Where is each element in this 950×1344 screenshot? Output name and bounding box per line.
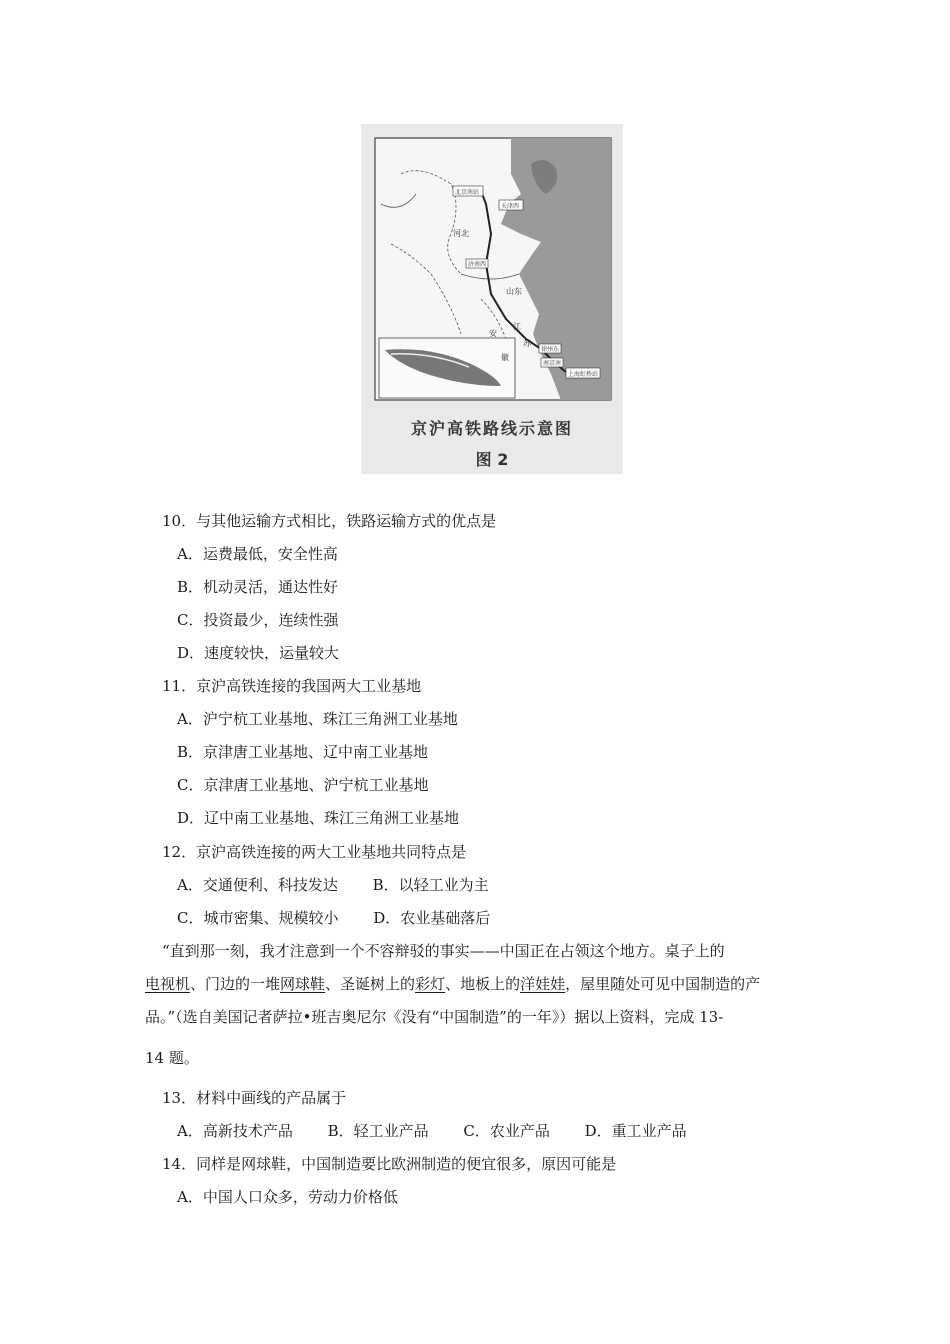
label-tianjin-west: 天津西 bbox=[501, 203, 520, 210]
passage-text: 、地板上的 bbox=[445, 975, 521, 993]
underlined-tv: 电视机 bbox=[145, 975, 191, 993]
question-10-stem: 10．与其他运输方式相比，铁路运输方式的优点是 bbox=[162, 512, 497, 530]
question-11-option-c: C．京津唐工业基地、沪宁杭工业基地 bbox=[177, 776, 429, 794]
rail-map bbox=[361, 124, 623, 414]
rail-map-figure bbox=[361, 124, 623, 474]
label-hebei: 河北 bbox=[453, 229, 469, 238]
question-11-option-a: A．沪宁杭工业基地、珠江三角洲工业基地 bbox=[177, 710, 458, 728]
underlined-lights: 彩灯 bbox=[415, 975, 446, 993]
label-shandong: 山东 bbox=[506, 287, 522, 296]
question-11-option-b: B．京津唐工业基地、辽中南工业基地 bbox=[177, 743, 429, 761]
question-12-stem: 12．京沪高铁连接的两大工业基地共同特点是 bbox=[162, 843, 467, 861]
passage-line-3: 品。”（选自美国记者萨拉•班吉奥尼尔《没有“中国制造”的一年》）据以上资料，完成 13- bbox=[145, 1008, 724, 1026]
question-14-stem: 14．同样是网球鞋，中国制造要比欧洲制造的便宜很多，原因可能是 bbox=[162, 1155, 617, 1173]
question-13-stem: 13．材料中画线的产品属于 bbox=[162, 1089, 347, 1107]
label-su: 苏 bbox=[523, 339, 531, 348]
label-an: 安 bbox=[489, 329, 497, 338]
underlined-tennis-shoes: 网球鞋 bbox=[280, 975, 326, 993]
question-13-options: A．高新技术产品 B．轻工业产品 C．农业产品 D．重工业产品 bbox=[177, 1122, 687, 1140]
label-shanghai: 上海虹桥站 bbox=[568, 371, 599, 378]
question-10-option-c: C．投资最少，连续性强 bbox=[177, 611, 339, 629]
question-12-options-row-2: C．城市密集、规模较小 D．农业基础落后 bbox=[177, 909, 491, 927]
question-10-option-d: D．速度较快，运量较大 bbox=[177, 644, 340, 662]
passage-text: ，屋里随处可见中国制造的产 bbox=[565, 975, 761, 993]
figure-title: 京沪高铁路线示意图 bbox=[410, 419, 573, 438]
label-xuzhou: 徐州东 bbox=[541, 346, 560, 353]
question-11-option-d: D．辽中南工业基地、珠江三角洲工业基地 bbox=[177, 809, 460, 827]
label-jinan: 济南西 bbox=[468, 261, 487, 268]
label-hui: 徽 bbox=[501, 353, 509, 362]
label-nanjing: 南京南 bbox=[543, 360, 562, 367]
question-14-option-a: A．中国人口众多，劳动力价格低 bbox=[177, 1188, 398, 1206]
label-jiang: 江 bbox=[513, 322, 521, 331]
underlined-dolls: 洋娃娃 bbox=[520, 975, 566, 993]
question-10-option-a: A．运费最低，安全性高 bbox=[177, 545, 338, 563]
passage-line-4: 14 题。 bbox=[145, 1049, 199, 1067]
passage-line-2 bbox=[145, 974, 805, 994]
passage-text: 、门边的一堆 bbox=[190, 975, 281, 993]
label-beijing-south: 北京南站 bbox=[455, 189, 480, 196]
question-10-option-b: B．机动灵活，通达性好 bbox=[177, 578, 339, 596]
figure-number: 图 2 bbox=[475, 450, 509, 469]
question-11-stem: 11．京沪高铁连接的我国两大工业基地 bbox=[162, 677, 422, 695]
passage-line-1: “直到那一刻，我才注意到一个不容辩驳的事实——中国正在占领这个地方。桌子上的 bbox=[162, 942, 725, 960]
passage-text: 、圣诞树上的 bbox=[325, 975, 416, 993]
question-12-options-row-1: A．交通便利、科技发达 B．以轻工业为主 bbox=[177, 876, 489, 894]
